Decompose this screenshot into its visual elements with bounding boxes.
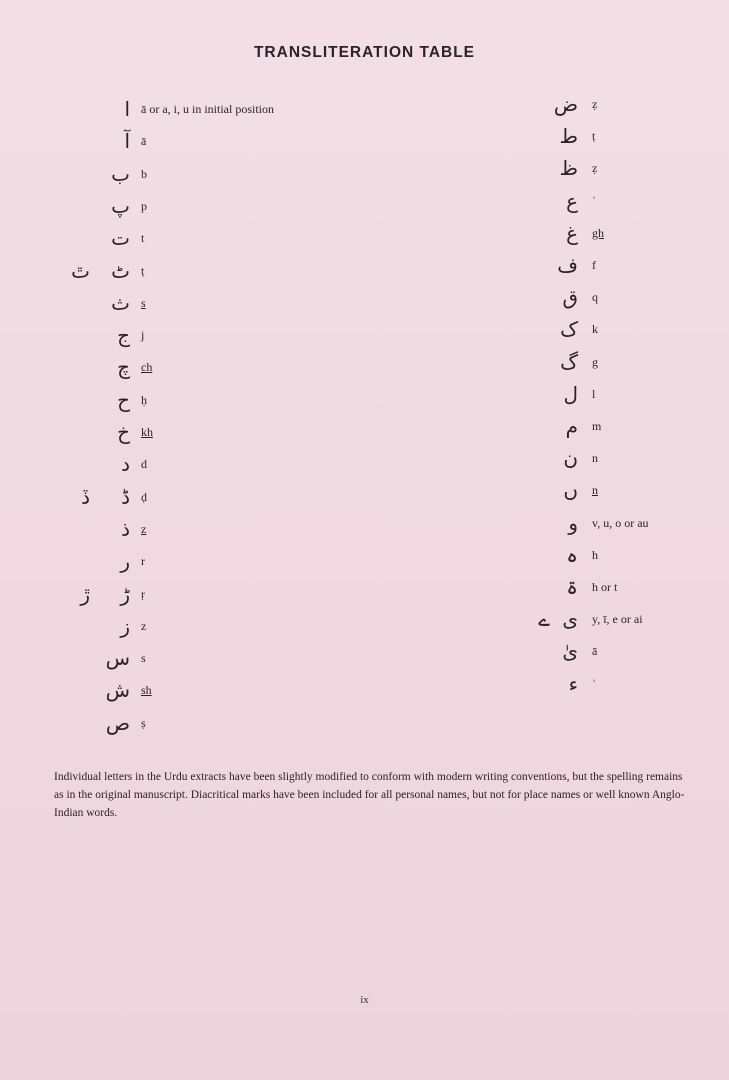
urdu-letter: ج (117, 323, 130, 348)
roman-transliteration: s (141, 651, 146, 666)
roman-transliteration: q (592, 290, 598, 305)
urdu-letter: د (121, 452, 130, 477)
urdu-letter: س (105, 646, 130, 671)
roman-transliteration: ʿ (592, 193, 596, 208)
urdu-letter: ذ (121, 516, 130, 541)
roman-transliteration: ẓ (592, 161, 598, 176)
roman-transliteration: ṛ (141, 586, 145, 601)
urdu-letter: ح (117, 387, 130, 412)
urdu-letter: چ (117, 355, 130, 380)
roman-transliteration: ā or a, i, u in initial position (141, 102, 274, 116)
roman-transliteration: gh (592, 225, 604, 240)
urdu-letter: ف (557, 253, 578, 277)
roman-transliteration: j (141, 328, 145, 343)
transliteration-note: Individual letters in the Urdu extracts have been slightly modified to conform with modern writing conventions, but the spelling remains as in the original manuscript. Diacritical marks have been included for all personal names, but not for place names or well known Anglo-Indian words. (54, 771, 685, 819)
page-number: ix (360, 994, 369, 1006)
roman-transliteration: h or t (592, 580, 618, 594)
roman-transliteration: n (592, 483, 598, 498)
page-title: TRANSLITERATION TABLE (253, 44, 476, 61)
urdu-letter: آ (124, 129, 130, 154)
roman-transliteration: z (141, 521, 147, 536)
roman-transliteration: ṭ (592, 129, 596, 144)
urdu-letter: ۃ (566, 575, 578, 599)
urdu-letter: ڑ (120, 581, 130, 606)
urdu-letter: غ (566, 220, 578, 245)
urdu-variant-letter: ٿ (71, 258, 90, 283)
roman-transliteration: s (141, 295, 146, 310)
urdu-letter: ط (559, 124, 578, 149)
urdu-letter: ا (124, 97, 130, 121)
urdu-letter: یٰ (562, 639, 578, 664)
urdu-letter: ض (553, 92, 578, 116)
urdu-letter: ع (566, 188, 578, 213)
roman-transliteration: l (592, 386, 596, 401)
roman-transliteration: h (592, 547, 598, 562)
urdu-variant-letter: ے (538, 607, 550, 632)
urdu-letter: ق (562, 285, 578, 310)
urdu-letter: ک (560, 317, 578, 342)
roman-transliteration: v, u, o or au (592, 515, 649, 530)
roman-transliteration: t (141, 231, 145, 246)
urdu-letter: ن (563, 446, 578, 471)
roman-transliteration: kh (141, 425, 153, 439)
urdu-letter: ت (111, 226, 130, 251)
roman-transliteration: r (141, 554, 145, 569)
roman-transliteration: ṭ (141, 263, 145, 278)
urdu-letter: ی (562, 607, 578, 632)
roman-transliteration: p (141, 198, 147, 213)
urdu-letter: ہ (566, 542, 578, 567)
urdu-letter: م (565, 414, 578, 438)
roman-transliteration: sh (141, 683, 152, 698)
urdu-letter: پ (111, 193, 130, 218)
urdu-letter: ٹ (111, 258, 130, 283)
urdu-letter: و (568, 510, 578, 535)
urdu-variant-letter: ڏ (81, 484, 90, 509)
roman-transliteration: n (592, 451, 598, 466)
urdu-letter: ر (120, 549, 130, 574)
roman-transliteration: k (592, 322, 598, 337)
urdu-variant-letter: ڙ (80, 581, 90, 606)
urdu-letter: ص (105, 710, 130, 735)
urdu-letter: گ (560, 349, 578, 374)
urdu-letter: ڈ (121, 484, 130, 509)
roman-transliteration: b (141, 166, 147, 181)
roman-transliteration: z (141, 618, 147, 633)
roman-transliteration: m (592, 419, 602, 433)
urdu-letter: خ (117, 420, 130, 444)
urdu-letter: ں (563, 478, 578, 503)
roman-transliteration: ch (141, 360, 153, 375)
roman-transliteration: f (592, 258, 596, 272)
roman-transliteration: ḥ (141, 392, 147, 407)
urdu-letter: ش (105, 678, 130, 703)
roman-transliteration: ẓ (592, 97, 598, 111)
urdu-letter: ب (111, 161, 130, 186)
roman-transliteration: ā (592, 644, 598, 659)
urdu-letter: ث (111, 290, 130, 315)
urdu-letter: ل (563, 381, 578, 406)
roman-transliteration: d (141, 457, 147, 472)
roman-transliteration: y, ī, e or ai (592, 612, 643, 627)
roman-transliteration: ḍ (141, 489, 147, 504)
urdu-letter: ء (568, 671, 578, 696)
roman-transliteration: ā (141, 134, 147, 149)
roman-transliteration: ʾ (592, 676, 596, 691)
roman-transliteration: g (592, 354, 598, 369)
roman-transliteration: ṣ (141, 715, 146, 730)
urdu-letter: ظ (559, 156, 578, 181)
urdu-letter: ز (120, 613, 130, 638)
